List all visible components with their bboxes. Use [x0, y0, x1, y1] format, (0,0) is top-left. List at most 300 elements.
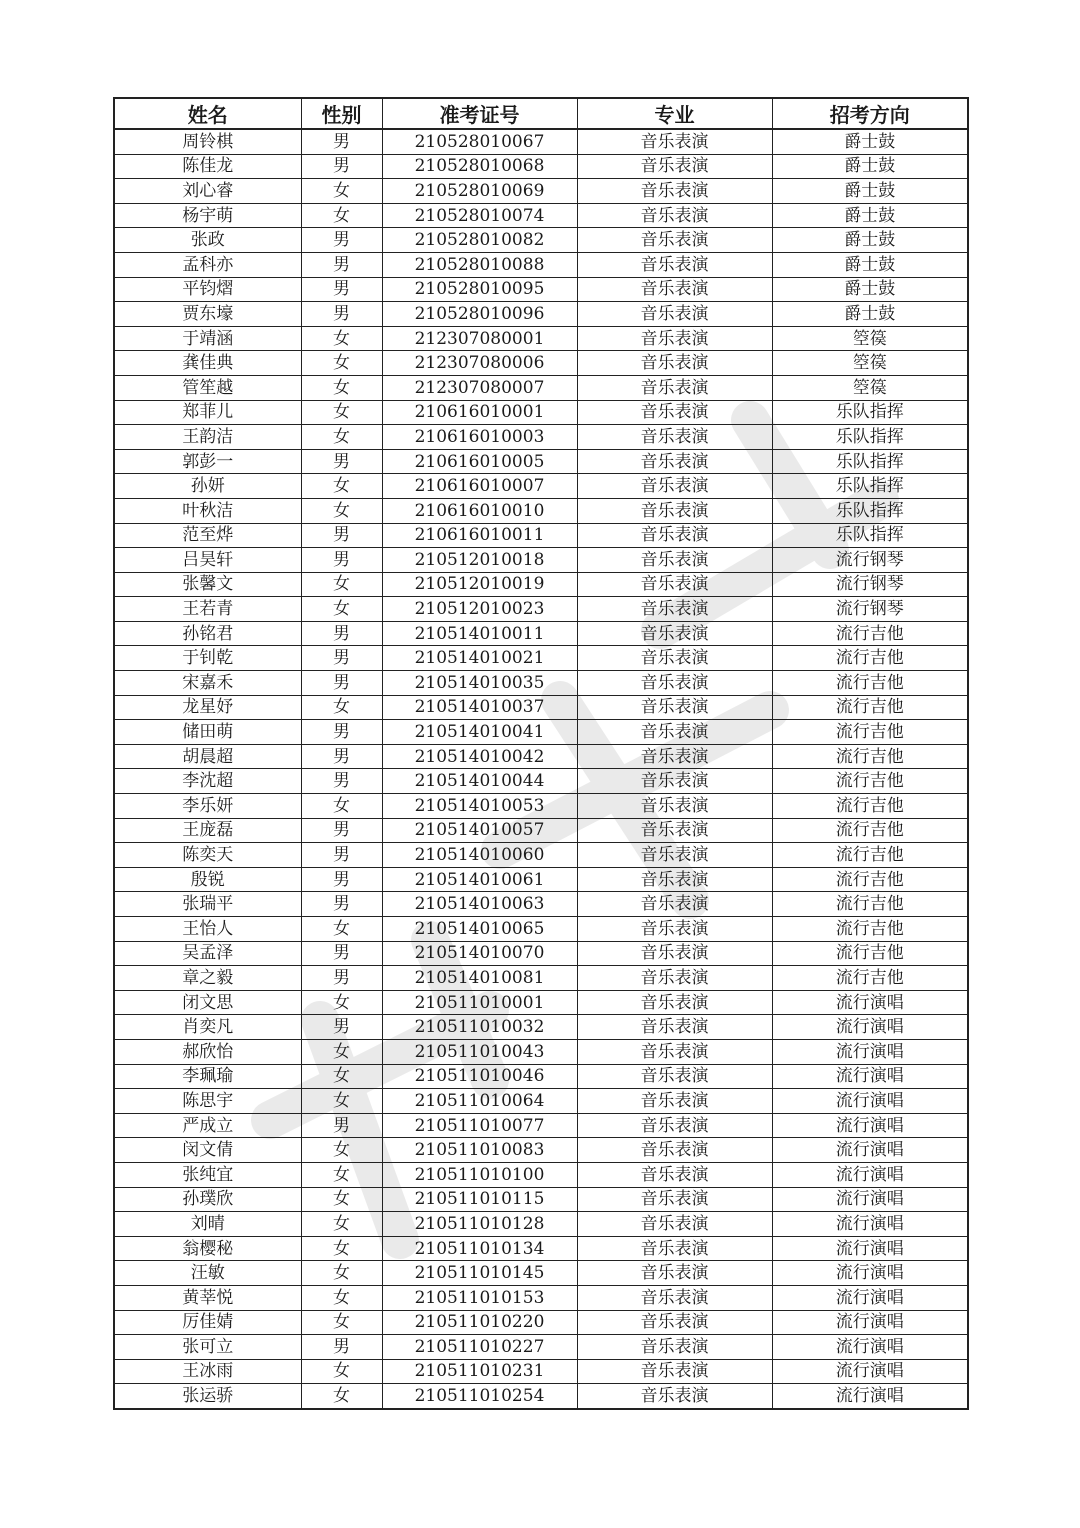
cell-name: 龙星妤 [114, 695, 301, 720]
cell-name: 陈佳龙 [114, 154, 301, 179]
cell-direction: 流行演唱 [772, 1212, 968, 1237]
cell-gender: 男 [301, 892, 382, 917]
table-row [114, 400, 968, 425]
cell-exam-number: 210616010005 [382, 449, 577, 474]
cell-name: 孙璞欣 [114, 1187, 301, 1212]
cell-major: 音乐表演 [577, 1039, 772, 1064]
cell-exam-number: 210511010115 [382, 1187, 577, 1212]
cell-direction: 流行吉他 [772, 671, 968, 696]
cell-major: 音乐表演 [577, 966, 772, 991]
cell-major: 音乐表演 [577, 375, 772, 400]
cell-gender: 女 [301, 498, 382, 523]
cell-exam-number: 210511010043 [382, 1039, 577, 1064]
cell-name: 吕昊轩 [114, 548, 301, 573]
table-row [114, 720, 968, 745]
table-row [114, 695, 968, 720]
cell-gender: 男 [301, 252, 382, 277]
cell-major: 音乐表演 [577, 351, 772, 376]
cell-direction: 乐队指挥 [772, 523, 968, 548]
cell-name: 郭彭一 [114, 449, 301, 474]
cell-name: 李珮瑜 [114, 1064, 301, 1089]
cell-gender: 男 [301, 621, 382, 646]
cell-name: 张瑞平 [114, 892, 301, 917]
cell-major: 音乐表演 [577, 1236, 772, 1261]
table-row [114, 375, 968, 400]
cell-gender: 女 [301, 1089, 382, 1114]
cell-exam-number: 210514010011 [382, 621, 577, 646]
cell-exam-number: 210512010019 [382, 572, 577, 597]
cell-gender: 男 [301, 867, 382, 892]
table-row [114, 621, 968, 646]
cell-exam-number: 210512010018 [382, 548, 577, 573]
cell-direction: 爵士鼓 [772, 154, 968, 179]
cell-gender: 女 [301, 1236, 382, 1261]
cell-gender: 女 [301, 597, 382, 622]
cell-exam-number: 210616010003 [382, 425, 577, 450]
cell-major: 音乐表演 [577, 621, 772, 646]
cell-direction: 乐队指挥 [772, 400, 968, 425]
table-row [114, 1236, 968, 1261]
cell-direction: 流行吉他 [772, 843, 968, 868]
cell-name: 殷锐 [114, 867, 301, 892]
cell-name: 翁樱秘 [114, 1236, 301, 1261]
cell-gender: 男 [301, 1015, 382, 1040]
cell-direction: 流行演唱 [772, 1113, 968, 1138]
cell-gender: 男 [301, 228, 382, 253]
cell-direction: 流行钢琴 [772, 572, 968, 597]
cell-exam-number: 210616010011 [382, 523, 577, 548]
cell-gender: 女 [301, 794, 382, 819]
cell-gender: 男 [301, 646, 382, 671]
cell-gender: 女 [301, 1039, 382, 1064]
cell-major: 音乐表演 [577, 425, 772, 450]
cell-exam-number: 210528010074 [382, 203, 577, 228]
cell-direction: 流行演唱 [772, 1064, 968, 1089]
table-row [114, 597, 968, 622]
table-header-row [114, 98, 968, 129]
cell-major: 音乐表演 [577, 695, 772, 720]
cell-name: 宋嘉禾 [114, 671, 301, 696]
cell-gender: 女 [301, 1187, 382, 1212]
cell-gender: 女 [301, 990, 382, 1015]
table-row [114, 1384, 968, 1409]
table-row [114, 917, 968, 942]
cell-major: 音乐表演 [577, 671, 772, 696]
cell-major: 音乐表演 [577, 203, 772, 228]
cell-direction: 箜篌 [772, 351, 968, 376]
cell-major: 音乐表演 [577, 1015, 772, 1040]
table-row [114, 1015, 968, 1040]
cell-exam-number: 210511010134 [382, 1236, 577, 1261]
cell-exam-number: 212307080006 [382, 351, 577, 376]
cell-direction: 流行演唱 [772, 1236, 968, 1261]
cell-direction: 流行吉他 [772, 794, 968, 819]
cell-major: 音乐表演 [577, 941, 772, 966]
table-row [114, 351, 968, 376]
table-row [114, 572, 968, 597]
cell-gender: 男 [301, 720, 382, 745]
cell-name: 张馨文 [114, 572, 301, 597]
cell-major: 音乐表演 [577, 523, 772, 548]
cell-gender: 女 [301, 351, 382, 376]
cell-direction: 流行吉他 [772, 892, 968, 917]
cell-direction: 乐队指挥 [772, 449, 968, 474]
cell-exam-number: 210616010007 [382, 474, 577, 499]
cell-exam-number: 210514010021 [382, 646, 577, 671]
cell-gender: 男 [301, 154, 382, 179]
table-row [114, 1335, 968, 1360]
cell-direction: 流行吉他 [772, 621, 968, 646]
cell-major: 音乐表演 [577, 1285, 772, 1310]
cell-direction: 流行演唱 [772, 1261, 968, 1286]
table-row [114, 646, 968, 671]
admission-roster-table [113, 97, 969, 1410]
table-row [114, 1310, 968, 1335]
cell-gender: 女 [301, 375, 382, 400]
table-row [114, 941, 968, 966]
table-row [114, 843, 968, 868]
table-row [114, 744, 968, 769]
table-row [114, 203, 968, 228]
cell-major: 音乐表演 [577, 1162, 772, 1187]
cell-direction: 流行演唱 [772, 1359, 968, 1384]
cell-exam-number: 210514010035 [382, 671, 577, 696]
cell-name: 平钧熠 [114, 277, 301, 302]
cell-exam-number: 210514010065 [382, 917, 577, 942]
cell-exam-number: 210528010069 [382, 179, 577, 204]
cell-direction: 流行演唱 [772, 1335, 968, 1360]
header-direction: 招考方向 [772, 98, 968, 129]
cell-major: 音乐表演 [577, 990, 772, 1015]
cell-exam-number: 210616010010 [382, 498, 577, 523]
cell-major: 音乐表演 [577, 794, 772, 819]
table-row [114, 179, 968, 204]
cell-direction: 流行吉他 [772, 720, 968, 745]
cell-major: 音乐表演 [577, 892, 772, 917]
cell-name: 陈奕天 [114, 843, 301, 868]
table-row [114, 867, 968, 892]
cell-exam-number: 210511010220 [382, 1310, 577, 1335]
cell-exam-number: 210511010128 [382, 1212, 577, 1237]
cell-major: 音乐表演 [577, 1359, 772, 1384]
cell-name: 郝欣怡 [114, 1039, 301, 1064]
cell-major: 音乐表演 [577, 1064, 772, 1089]
cell-name: 王冰雨 [114, 1359, 301, 1384]
cell-direction: 流行吉他 [772, 867, 968, 892]
cell-gender: 男 [301, 548, 382, 573]
cell-name: 孙铭君 [114, 621, 301, 646]
cell-direction: 箜篌 [772, 326, 968, 351]
cell-major: 音乐表演 [577, 1310, 772, 1335]
cell-gender: 男 [301, 744, 382, 769]
table-row [114, 671, 968, 696]
cell-major: 音乐表演 [577, 474, 772, 499]
cell-name: 王庞磊 [114, 818, 301, 843]
table-row [114, 326, 968, 351]
cell-exam-number: 210511010254 [382, 1384, 577, 1409]
table-row [114, 1089, 968, 1114]
cell-name: 张可立 [114, 1335, 301, 1360]
cell-major: 音乐表演 [577, 744, 772, 769]
table-row [114, 769, 968, 794]
cell-direction: 流行吉他 [772, 966, 968, 991]
cell-direction: 流行演唱 [772, 1285, 968, 1310]
table-row [114, 1138, 968, 1163]
cell-gender: 女 [301, 1310, 382, 1335]
cell-exam-number: 210514010060 [382, 843, 577, 868]
table-row [114, 154, 968, 179]
cell-exam-number: 210528010088 [382, 252, 577, 277]
table-body [114, 129, 968, 1409]
table-row [114, 892, 968, 917]
cell-gender: 男 [301, 1113, 382, 1138]
cell-name: 张运骄 [114, 1384, 301, 1409]
cell-exam-number: 210511010153 [382, 1285, 577, 1310]
cell-exam-number: 210514010061 [382, 867, 577, 892]
cell-major: 音乐表演 [577, 498, 772, 523]
cell-exam-number: 210528010096 [382, 302, 577, 327]
cell-name: 王韵洁 [114, 425, 301, 450]
cell-exam-number: 210616010001 [382, 400, 577, 425]
header-major: 专业 [577, 98, 772, 129]
cell-name: 王若青 [114, 597, 301, 622]
cell-name: 李沈超 [114, 769, 301, 794]
cell-direction: 乐队指挥 [772, 498, 968, 523]
table-row [114, 966, 968, 991]
cell-direction: 流行演唱 [772, 990, 968, 1015]
cell-major: 音乐表演 [577, 597, 772, 622]
cell-gender: 男 [301, 277, 382, 302]
table-row [114, 523, 968, 548]
cell-name: 储田萌 [114, 720, 301, 745]
table-row [114, 1261, 968, 1286]
header-exam-number: 准考证号 [382, 98, 577, 129]
cell-name: 吴孟泽 [114, 941, 301, 966]
cell-name: 李乐妍 [114, 794, 301, 819]
cell-name: 孟科亦 [114, 252, 301, 277]
cell-name: 周铃棋 [114, 129, 301, 154]
table-row [114, 1039, 968, 1064]
cell-major: 音乐表演 [577, 1089, 772, 1114]
table-row [114, 228, 968, 253]
cell-name: 于靖涵 [114, 326, 301, 351]
cell-direction: 流行吉他 [772, 917, 968, 942]
cell-name: 范至烨 [114, 523, 301, 548]
cell-exam-number: 210528010095 [382, 277, 577, 302]
cell-major: 音乐表演 [577, 277, 772, 302]
table-row [114, 818, 968, 843]
cell-direction: 爵士鼓 [772, 277, 968, 302]
cell-direction: 乐队指挥 [772, 425, 968, 450]
cell-name: 肖奕凡 [114, 1015, 301, 1040]
cell-name: 闭文思 [114, 990, 301, 1015]
cell-exam-number: 210514010037 [382, 695, 577, 720]
cell-direction: 爵士鼓 [772, 129, 968, 154]
cell-gender: 女 [301, 1359, 382, 1384]
cell-major: 音乐表演 [577, 1335, 772, 1360]
cell-gender: 男 [301, 129, 382, 154]
cell-major: 音乐表演 [577, 917, 772, 942]
cell-gender: 女 [301, 1064, 382, 1089]
cell-name: 厉佳婧 [114, 1310, 301, 1335]
cell-direction: 爵士鼓 [772, 203, 968, 228]
cell-gender: 女 [301, 1384, 382, 1409]
cell-name: 龚佳典 [114, 351, 301, 376]
cell-gender: 女 [301, 179, 382, 204]
cell-name: 陈思宇 [114, 1089, 301, 1114]
cell-gender: 女 [301, 203, 382, 228]
table-row [114, 1113, 968, 1138]
cell-direction: 爵士鼓 [772, 252, 968, 277]
cell-direction: 爵士鼓 [772, 179, 968, 204]
cell-direction: 流行演唱 [772, 1384, 968, 1409]
cell-major: 音乐表演 [577, 818, 772, 843]
table-row [114, 1285, 968, 1310]
cell-exam-number: 210511010100 [382, 1162, 577, 1187]
cell-major: 音乐表演 [577, 1187, 772, 1212]
cell-direction: 爵士鼓 [772, 228, 968, 253]
cell-exam-number: 210514010044 [382, 769, 577, 794]
cell-direction: 流行演唱 [772, 1015, 968, 1040]
cell-direction: 流行钢琴 [772, 548, 968, 573]
table-row [114, 474, 968, 499]
cell-major: 音乐表演 [577, 1212, 772, 1237]
cell-direction: 流行演唱 [772, 1039, 968, 1064]
cell-major: 音乐表演 [577, 129, 772, 154]
cell-name: 张政 [114, 228, 301, 253]
cell-name: 杨宇萌 [114, 203, 301, 228]
cell-direction: 流行演唱 [772, 1187, 968, 1212]
cell-exam-number: 212307080001 [382, 326, 577, 351]
cell-major: 音乐表演 [577, 1138, 772, 1163]
cell-name: 严成立 [114, 1113, 301, 1138]
cell-exam-number: 210514010053 [382, 794, 577, 819]
cell-exam-number: 210511010227 [382, 1335, 577, 1360]
cell-gender: 男 [301, 941, 382, 966]
cell-gender: 男 [301, 966, 382, 991]
table-row [114, 1064, 968, 1089]
cell-exam-number: 210514010042 [382, 744, 577, 769]
cell-exam-number: 210514010057 [382, 818, 577, 843]
cell-name: 胡晨超 [114, 744, 301, 769]
cell-exam-number: 210512010023 [382, 597, 577, 622]
cell-gender: 男 [301, 523, 382, 548]
cell-exam-number: 210528010068 [382, 154, 577, 179]
cell-exam-number: 210514010041 [382, 720, 577, 745]
cell-gender: 男 [301, 843, 382, 868]
cell-exam-number: 210511010046 [382, 1064, 577, 1089]
cell-major: 音乐表演 [577, 769, 772, 794]
cell-exam-number: 210511010145 [382, 1261, 577, 1286]
cell-gender: 女 [301, 1261, 382, 1286]
cell-name: 孙妍 [114, 474, 301, 499]
cell-name: 叶秋洁 [114, 498, 301, 523]
cell-direction: 流行吉他 [772, 695, 968, 720]
cell-direction: 流行演唱 [772, 1162, 968, 1187]
cell-name: 张纯宜 [114, 1162, 301, 1187]
cell-exam-number: 210511010001 [382, 990, 577, 1015]
cell-major: 音乐表演 [577, 326, 772, 351]
cell-name: 汪敏 [114, 1261, 301, 1286]
cell-gender: 男 [301, 302, 382, 327]
cell-name: 贾东壕 [114, 302, 301, 327]
cell-major: 音乐表演 [577, 867, 772, 892]
table-row [114, 990, 968, 1015]
cell-direction: 乐队指挥 [772, 474, 968, 499]
cell-gender: 女 [301, 1285, 382, 1310]
cell-direction: 流行钢琴 [772, 597, 968, 622]
table-row [114, 1187, 968, 1212]
cell-exam-number: 210511010032 [382, 1015, 577, 1040]
table-row [114, 425, 968, 450]
cell-exam-number: 212307080007 [382, 375, 577, 400]
cell-exam-number: 210511010064 [382, 1089, 577, 1114]
cell-exam-number: 210514010063 [382, 892, 577, 917]
cell-gender: 女 [301, 917, 382, 942]
cell-name: 管笙越 [114, 375, 301, 400]
cell-direction: 流行演唱 [772, 1310, 968, 1335]
cell-gender: 男 [301, 449, 382, 474]
cell-major: 音乐表演 [577, 154, 772, 179]
cell-exam-number: 210514010081 [382, 966, 577, 991]
cell-exam-number: 210528010067 [382, 129, 577, 154]
cell-exam-number: 210511010077 [382, 1113, 577, 1138]
cell-direction: 箜篌 [772, 375, 968, 400]
table-row [114, 498, 968, 523]
cell-name: 于钊乾 [114, 646, 301, 671]
table-row [114, 129, 968, 154]
cell-exam-number: 210528010082 [382, 228, 577, 253]
cell-gender: 男 [301, 818, 382, 843]
cell-gender: 男 [301, 769, 382, 794]
cell-direction: 流行吉他 [772, 818, 968, 843]
cell-name: 刘晴 [114, 1212, 301, 1237]
cell-exam-number: 210514010070 [382, 941, 577, 966]
header-name: 姓名 [114, 98, 301, 129]
cell-major: 音乐表演 [577, 720, 772, 745]
cell-gender: 男 [301, 671, 382, 696]
header-gender: 性别 [301, 98, 382, 129]
cell-direction: 流行吉他 [772, 646, 968, 671]
cell-exam-number: 210511010083 [382, 1138, 577, 1163]
cell-gender: 女 [301, 400, 382, 425]
cell-name: 章之毅 [114, 966, 301, 991]
cell-name: 王怡人 [114, 917, 301, 942]
cell-gender: 女 [301, 1138, 382, 1163]
table-row [114, 277, 968, 302]
table-row [114, 252, 968, 277]
table-row [114, 449, 968, 474]
cell-gender: 女 [301, 425, 382, 450]
cell-gender: 女 [301, 572, 382, 597]
cell-major: 音乐表演 [577, 646, 772, 671]
cell-direction: 爵士鼓 [772, 302, 968, 327]
table-row [114, 794, 968, 819]
cell-gender: 男 [301, 1335, 382, 1360]
cell-major: 音乐表演 [577, 228, 772, 253]
cell-major: 音乐表演 [577, 449, 772, 474]
cell-gender: 女 [301, 1162, 382, 1187]
cell-direction: 流行演唱 [772, 1089, 968, 1114]
cell-major: 音乐表演 [577, 1384, 772, 1409]
table-row [114, 1162, 968, 1187]
table-row [114, 302, 968, 327]
cell-direction: 流行吉他 [772, 769, 968, 794]
cell-direction: 流行吉他 [772, 941, 968, 966]
cell-major: 音乐表演 [577, 1113, 772, 1138]
cell-major: 音乐表演 [577, 302, 772, 327]
cell-major: 音乐表演 [577, 400, 772, 425]
